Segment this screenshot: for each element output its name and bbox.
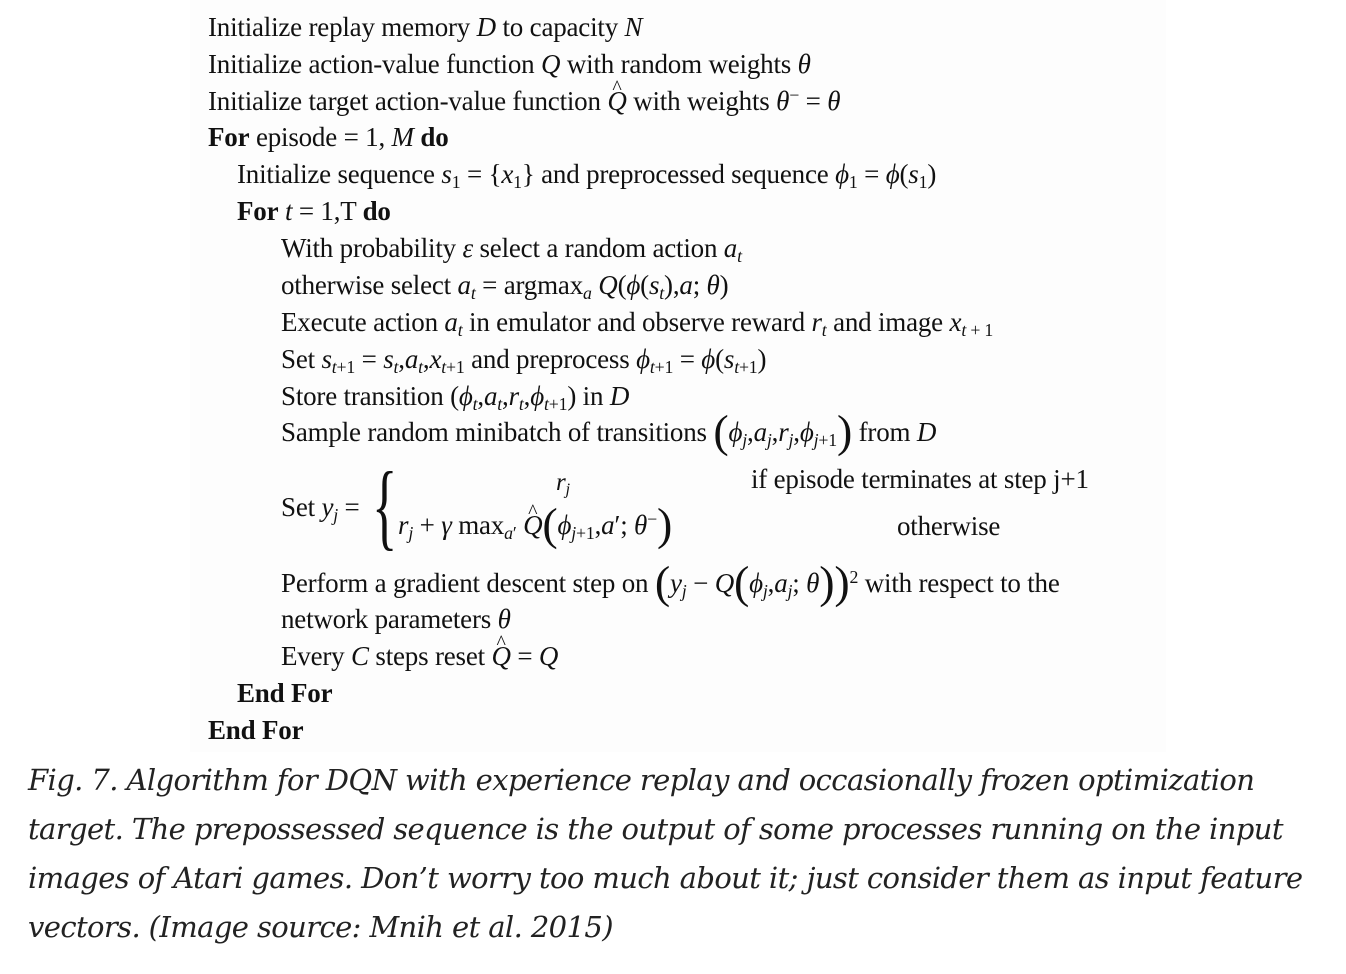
line-gradient-step: Perform a gradient descent step on ($y_j - Q(\phi_j,a_j$; θ))$^2$ with respect to the [281, 556, 1060, 608]
line-network-params: network parameters θ [281, 604, 511, 634]
case1-value: $r_j$ [556, 469, 570, 499]
for-keyword: For [208, 122, 250, 152]
case2-value: $r_j + \gamma$ $\max_{a'}$ ^ $Q(\phi_{j+1},a'$; θ−) [398, 508, 672, 542]
line-for-t: For t = 1,T do [237, 196, 391, 226]
line-sample-minibatch: Sample random minibatch of transitions $(\phi_j,a_j,r_j,\phi_{j+1})$ from D [281, 405, 937, 457]
do-keyword: do [420, 122, 449, 152]
line-init-sequence: Initialize sequence $s_1 = \{x_1\}$ and preprocessed sequence $\phi_1 = \phi(s_1)$ [237, 159, 937, 192]
line-reset-target: Every C steps reset ^ Q = Q [281, 639, 558, 673]
line-init-q: Initialize action-value function Q with random weights θ [208, 49, 811, 79]
line-end-for-inner: End For [237, 678, 333, 708]
line-set-preprocess: Set $s_{t+1} = s_t,a_t,x_{t+1}$ and preprocess $\phi_{t+1} = \phi(s_{t+1})$ [281, 344, 767, 377]
figure-caption: Fig. 7. Algorithm for DQN with experience replay and occasionally frozen optimization target. The prepossessed sequence is the output of some processes running on the input images of Atari games. Don’t worry too much about it; just consider them as input feature vectors. (Image source: Mnih et al. 2015) [28, 763, 1303, 944]
line-end-for-outer: End For [208, 715, 304, 745]
cases-brace: { [372, 452, 398, 559]
line-for-episode: For episode = 1, M do [208, 122, 449, 152]
line-store-transition: Store transition $(\phi_t,a_t,r_t,\phi_{t+1})$ in D [281, 381, 630, 414]
line-init-target: Initialize target action-value function ^ Q with weights θ− = θ [208, 84, 840, 118]
for-keyword: For [237, 196, 279, 226]
case1-condition: if episode terminates at step j+1 [751, 464, 1089, 494]
line-execute-action: Execute action $a_t$ in emulator and observe reward $r_t$ and image $x_{t + 1}$ [281, 307, 994, 340]
line-init-replay: Initialize replay memory D to capacity N [208, 12, 643, 42]
line-otherwise-select: otherwise select $a_t = argmax_a$ $Q(\phi(s_t),a$; θ) [281, 270, 729, 303]
line-with-prob: With probability ε select a random action $a_t$ [281, 233, 742, 266]
do-keyword: do [362, 196, 391, 226]
set-y-label: Set $y_j$ = [281, 492, 360, 525]
case2-condition: otherwise [897, 511, 1001, 541]
